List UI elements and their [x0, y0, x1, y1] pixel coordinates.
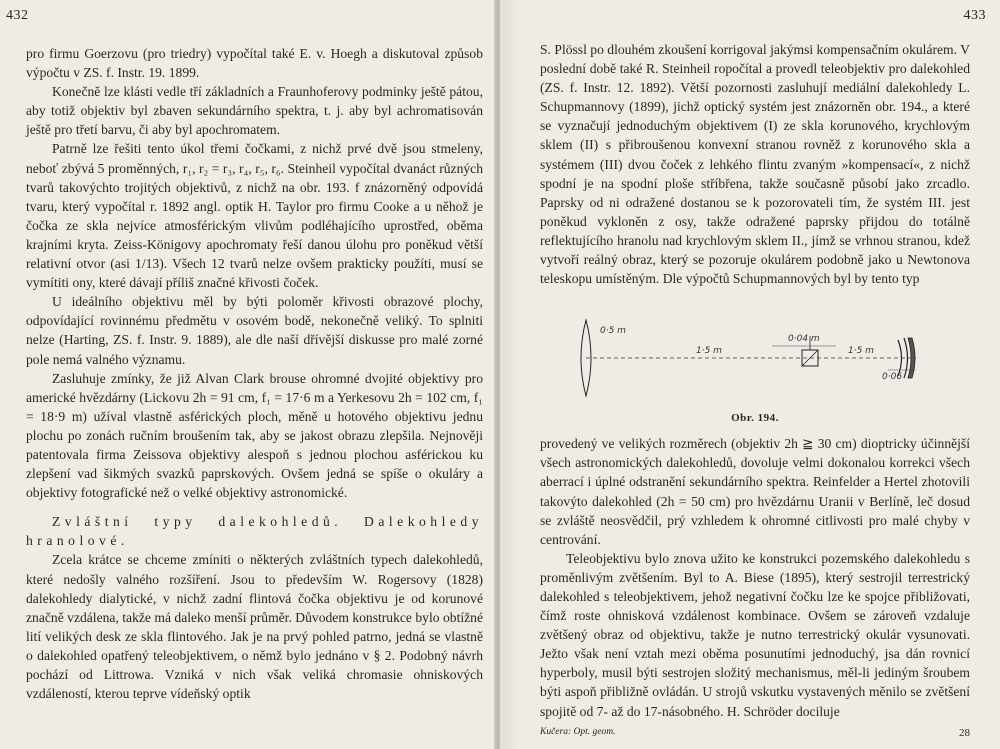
paragraph: pro firmu Goerzovu (pro triedry) vypočítal také E. v. Hoegh a diskutoval způsob výpočtu v ZS. f. Instr. 19. 1899.: [26, 46, 483, 81]
paragraph: S. Plössl po dlouhém zkoušení korrigoval jakýmsi kompensačním okulárem. V poslední době také R. Steinheil ropočítal a provedl teleobjektiv pro dalekohled (ZS. f. Instr. 12. 1892). Větší pozornosti zasluhují mediální dalekohledy L. Schupmannovy (1899), jichž optický systém jest znázorněn obr. 194., a které se vyznačují jednoduchým objektivem (I) ze skla korunového, krychlovým sklem (II) s přibroušenou konvexní stranou rovněž z korunového skla a systémem (III) dvou čoček z lehkého flintu zvaným »kompensací«, z nichž spodní je na spodní ploše stříbřena, takže současně působí jako zrcadlo. Paprsky od ni odražené dostanou se k pozorovateli tím, že systém III. jest poněkud vykloněn z osy, takže odražené paprsky přijdou do totálně reflektujícího hranolu nad krychlovým sklem II., jímž se vrhnou stranou, kdež vytvoří reálný obraz, který se pozoruje okulárem podobně jako u Newtonova teleskopu umístěným. Dle výpočtů Schupmannových byl by tento typ: [540, 42, 970, 287]
optical-system-diagram: [548, 306, 968, 406]
label-distance-2: 1·5 m: [848, 346, 874, 357]
paragraph: Zcela krátce se chceme zmíniti o některých zvláštních typech dalekohledů, které nedošly valného rozšíření. Jsou to především W. Rogersovy (1828) dalekohledy dialytické, v nichž zadní flintová čočka objektivu je od korunové značně vzdálena, takže má daleko menší průměr. Důvodem konstrukce bylo obtížné lití velikých desk ze skla flintového. Jak je na prvý pohled patrno, jedná se vlastně o dalekohled opatřený teleobjektivem, o němž bylo jednáno v § 2. Podobný návrh pochází od Littrowa. Vzniká v nich však veliká chromasie ohniskových vzdáleností, kterou teprve vídeňský optik: [26, 552, 483, 702]
section-heading: Zvláštní typy dalekohledů. Dalekohledy hranolové.: [26, 514, 483, 549]
compensator-lens-front: [898, 340, 902, 376]
sheet-number: 28: [959, 727, 970, 739]
page-number-right: 433: [963, 8, 986, 23]
paragraph: Konečně lze klásti vedle tří základních a Fraunhoferovy podminky ještě pátou, aby totiž objektiv byl zbaven sekundárního spektra, t. j. aby byl achromatisován ještě pro třetí barvu, či aby byl apochromatem.: [26, 84, 483, 138]
left-page: [0, 0, 497, 749]
page-number-left: 432: [6, 8, 29, 23]
label-lens-size: 0·06: [882, 372, 903, 383]
paragraph: Patrně lze řešiti tento úkol třemi čočkami, z nichž prvé dvě jsou stmeleny, neboť zbývá 5 proměnných, r₁, r₂ = r₃, r₄, r₅, r₆. Steinheil vypočítal dvanáct různých tvarů takovýchto trojitých objektivů, z nichž na obr. 193. f znázorněný odpovídá tvaru, který vypočítal r. 1892 angl. optik H. Taylor pro firmu Cooke a u něhož je čočka ze skla nejvíce atmosférickým vlivům podléhajícího uprostřed, oběma krajními kryta. Zeiss-Königovy apochromaty řeší danou úlohu pro poněkud větší relativní otvor (asi 1/13). Všech 12 tvarů nelze ovšem prakticky použíti, musí se vymítiti ony, které dávají příliš značné křivosti čoček.: [26, 141, 483, 291]
signature-mark: Kučera: Opt. geom.: [540, 727, 616, 737]
figure-schupmann-diagram: [548, 306, 968, 406]
paragraph: U ideálního objektivu měl by býti poloměr křivosti obrazové plochy, odpovídající rovinnému předmětu v osovém bodě, nekonečně veliký. To splniti nelze (Harting, ZS. f. Instr. 9. 1889), ale dle naší dřívější diskusse pro malé zorné pole nemá valného významu.: [26, 294, 483, 367]
label-distance-1: 1·5 m: [696, 346, 722, 357]
paragraph: Teleobjektivu bylo znova užito ke konstrukci pozemského dalekohledu s proměnlivým zvětšením. Byl to A. Biese (1895), který sestrojil terrestrický dalekohled s teleobjektivem, jehož negativní čočku lze ke spojce přibližovati, čímž roste ohnisková vzdálenost kombinace. Ovšem se zároveň vzdaluje zvětšený obraz od objektivu, takže je nutno terrestrický okulár vysunovati. Ježto však není vztah mezi oběma posunutími jednoduchý, jsa dán rovnicí hyperboly, musil býti sestrojen složitý mechanismus, měl-li jediným šroubem býti aspoň přibližně ovládán. U strojů vskutku vystavených měnilo se zvětšení spojitě od 7- až do 17-násobného. H. Schröder dociluje: [540, 550, 970, 719]
paragraph: provedený ve velikých rozměrech (objektiv 2h ≧ 30 cm) dioptricky účinnější všech astronomických dalekohledů, dovoluje velmi dokonalou korrekci všech aberrací i úplné odstranění sekundárního spektra. Reinfelder a Hertel zhotovili takovýto dalekohled (2h = 50 cm) pro hvězdárnu Uranii v Berlíně, leč dosud se zvláště neosvědčil, prý vzhledem k ohromné citlivosti pro malé chyby v centrování.: [540, 436, 970, 547]
paragraph: Zasluhuje zmínky, že již Alvan Clark brouse ohromné dvojité objektivy pro americké hvězdárny (Lickovu 2h = 91 cm, f₁ = 17·6 m a Yerkesovu 2h = 102 cm, f₁ = 18·9 m) užíval vlastně asférických ploch, měně u hotového objektivu jednu plochu po zonách ručním broušením tak, aby se jakost obrazu zlepšila. Nejnověji patentovala firma Zeissova objektivy alespoň s jednou plochou asférickou ku zlepšení vad šikmých svazků paprskových. Ovšem jedná se spíše o okuláry a objektivy fotografické než o velké objektivy astronomické.: [26, 370, 483, 501]
label-objective-size: 0·5 m: [600, 326, 626, 337]
figure-caption: Obr. 194.: [731, 412, 779, 425]
right-page: [500, 0, 1000, 749]
page-footer: [540, 727, 970, 739]
label-cube-size: 0·04 m: [788, 334, 820, 345]
